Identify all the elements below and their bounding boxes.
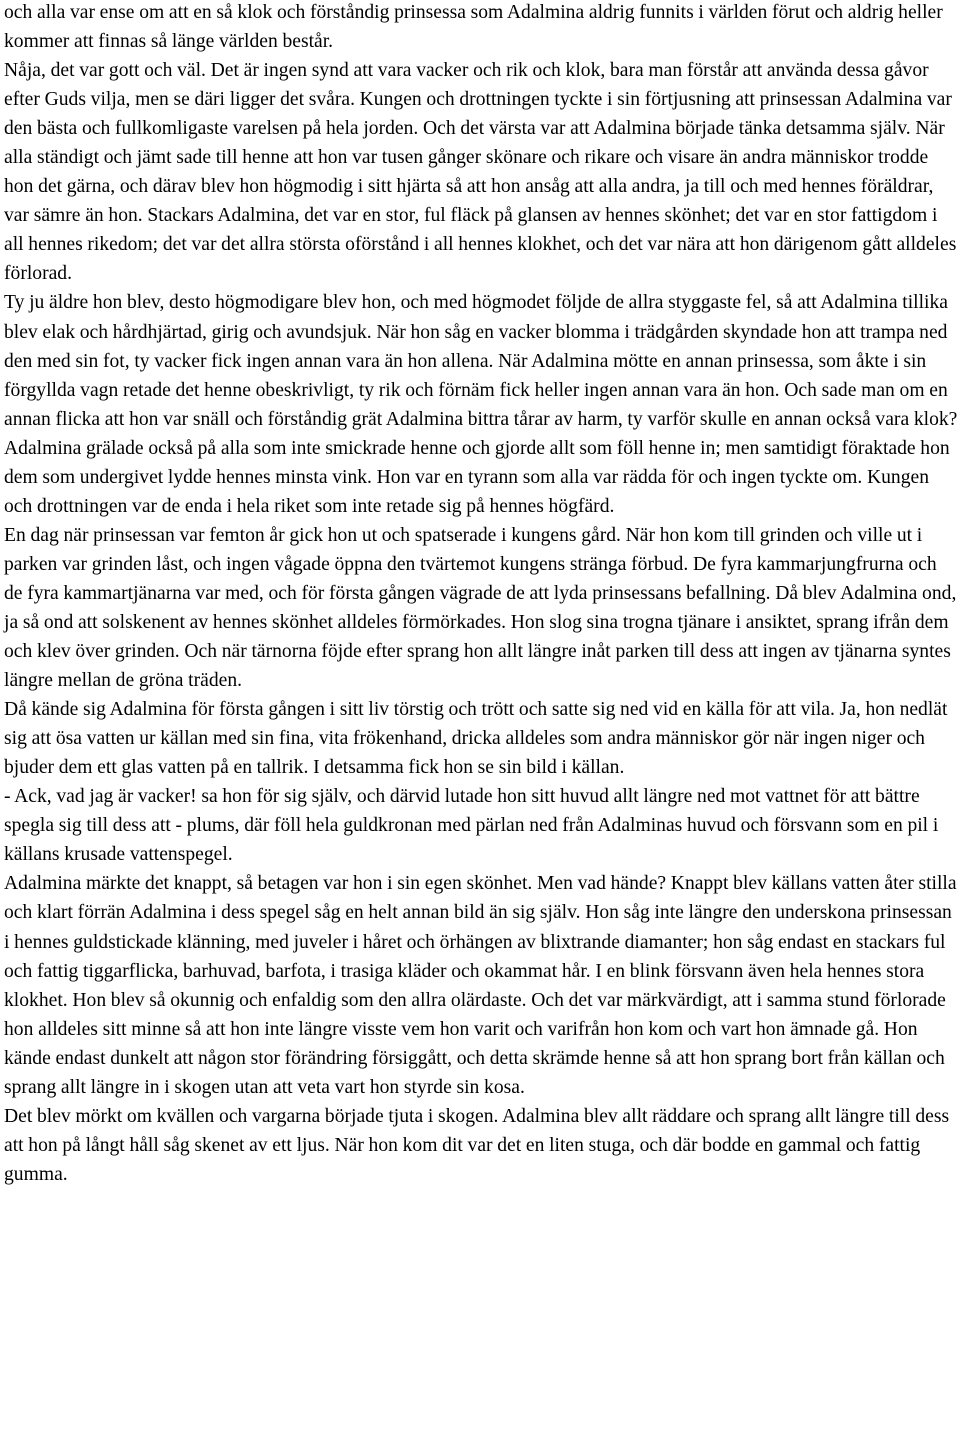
- paragraph: Det blev mörkt om kvällen och vargarna började tjuta i skogen. Adalmina blev allt räddare och sprang allt längre till dess att hon på långt håll såg skenet av ett ljus. När hon kom dit var det en liten stuga, och där bodde en gammal och fattig gumma.: [4, 1105, 950, 1185]
- paragraph: - Ack, vad jag är vacker! sa hon för sig själv, och därvid lutade hon sitt huvud allt längre ned mot vattnet för att bättre spegla sig till dess att - plums, där föll hela guldkronan med pärlan ned från Adalminas huvud och försvann som en pil i källans krusade vattenspegel.: [4, 786, 939, 866]
- paragraph: och alla var ense om att en så klok och förståndig prinsessa som Adalmina aldrig funnits i världen förut och aldrig heller kommer att finnas så länge världen består.: [4, 2, 943, 53]
- paragraph: En dag när prinsessan var femton år gick hon ut och spatserade i kungens gård. När hon kom till grinden och ville ut i parken var grinden låst, och ingen vågade öppna den tvärtemot kungens stränga förbud. De fyra kammarjungfrurna och de fyra kammartjänarna var med, och för första gången vägrade de att lyda prinsessans befallning. Då blev Adalmina ond, ja så ond att solskenent av hennes skönhet alldeles förmörkades. Hon slog sina trogna tjänare i ansiktet, sprang ifrån dem och klev över grinden. Och när tärnorna föjde efter sprang hon allt längre inåt parken till dess att ingen av tjänarna syntes längre mellan de gröna träden.: [4, 524, 957, 692]
- paragraph: Ty ju äldre hon blev, desto högmodigare blev hon, och med högmodet följde de allra styggaste fel, så att Adalmina tillika blev elak och hårdhjärtad, girig och avundsjuk. När hon såg en vacker blomma i trädgården skyndade hon att trampa ned den med sin fot, ty vacker fick ingen annan vara än hon allena. När Adalmina mötte en annan prinsessa, som åkte i sin förgyllda vagn retade det henne obeskrivligt, ty rik och förnäm fick heller ingen annan vara än hon. Och sade man om en annan flicka att hon var snäll och förståndig grät Adalmina bittra tårar av harm, ty varför skulle en annan också vara klok?: [4, 292, 958, 430]
- paragraph: Adalmina grälade också på alla som inte smickrade henne och gjorde allt som föll henne in; men samtidigt föraktade hon dem som undergivet lydde hennes minsta vink. Hon var en tyrann som alla var rädda för och ingen tyckte om. Kungen och drottningen var de enda i hela riket som inte retade sig på hennes högfärd.: [4, 437, 950, 517]
- paragraph: Adalmina märkte det knappt, så betagen var hon i sin egen skönhet. Men vad hände? Knappt blev källans vatten åter stilla och klart förrän Adalmina i dess spegel såg en helt annan bild än sig själv. Hon såg inte längre den underskona prinsessan i hennes guldstickade klänning, med juveler i håret och örhängen av blixtrande diamanter; hon såg endast en stackars ful och fattig tiggarflicka, barhuvad, barfota, i trasiga kläder och okammat hår. I en blink försvann även hela hennes stora klokhet. Hon blev så okunnig och enfaldig som den allra olärdaste. Och det var märkvärdigt, att i samma stund förlorade hon alldeles sitt minne så att hon inte längre visste vem hon varit och varifrån hon kom och vart hon ämnade gå. Hon kände endast dunkelt att någon stor förändring försiggått, och detta skrämde henne så att hon sprang bort från källan och sprang allt längre in i skogen utan att veta vart hon styrde sin kosa.: [4, 873, 957, 1098]
- paragraph: Nåja, det var gott och väl. Det är ingen synd att vara vacker och rik och klok, bara man förstår att använda dessa gåvor efter Guds vilja, men se däri ligger det svåra. Kungen och drottningen tyckte i sin förtjusning att prinsessan Adalmina var den bästa och fullkomligaste varelsen på hela jorden. Och det värsta var att Adalmina började tänka detsamma själv. När alla ständigt och jämt sade till henne att hon var tusen gånger skönare och rikare och visare än andra människor trodde hon det gärna, och därav blev hon högmodig i sitt hjärta så att hon ansåg att alla andra, ja till och med hennes föräldrar, var sämre än hon. Stackars Adalmina, det var en stor, ful fläck på glansen av hennes skönhet; det var en stor fattigdom i all hennes rikedom; det var det allra största oförstånd i all hennes klokhet, och det var nära att hon därigenom gått alldeles förlorad.: [4, 60, 957, 285]
- paragraph: Då kände sig Adalmina för första gången i sitt liv törstig och trött och satte sig ned vid en källa för att vila. Ja, hon nedlät sig att ösa vatten ur källan med sin fina, vita frökenhand, dricka alldeles som andra människor gör när ingen niger och bjuder dem ett glas vatten på en tallrik. I detsamma fick hon se sin bild i källan.: [4, 699, 948, 779]
